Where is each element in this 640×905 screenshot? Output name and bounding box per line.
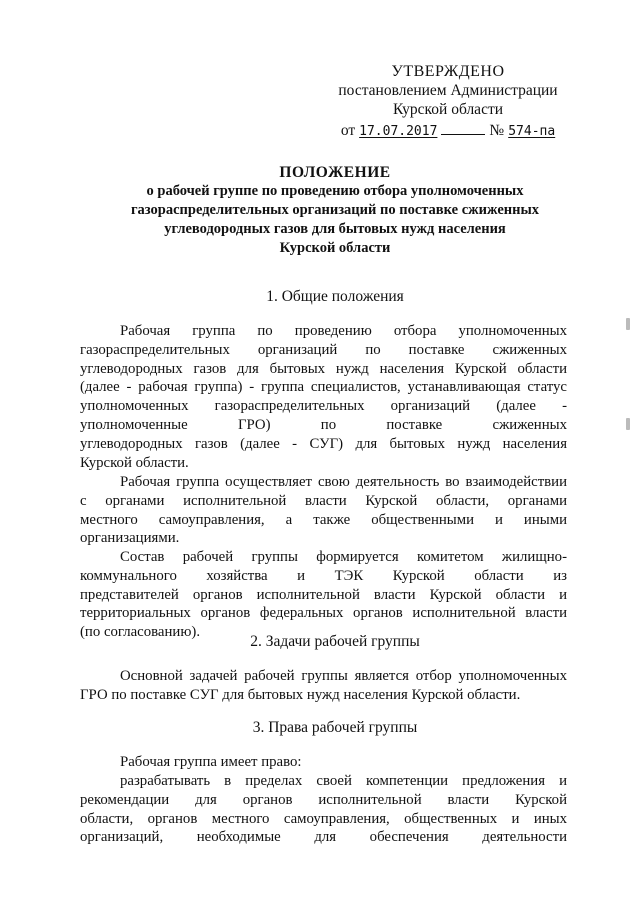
text-line: Рабочая группа осуществляет свою деятельность во взаимодействии	[120, 474, 567, 490]
paragraph-3-1	[80, 753, 567, 772]
scan-mark	[626, 418, 630, 430]
text-line: местного самоуправления, а также общественными и иными	[80, 511, 567, 528]
text-line: рекомендации для органов исполнительной власти Курской	[80, 791, 567, 808]
text-line: (по согласованию).	[80, 624, 201, 641]
scan-mark	[626, 318, 630, 330]
approval-date: 17.07.2017	[359, 124, 438, 139]
text-line: (далее - рабочая группа) - группа специалистов, устанавливающая статус	[80, 379, 567, 396]
paragraph-1-3	[80, 548, 567, 642]
title-line-3: углеводородных газов для бытовых нужд населения	[164, 221, 506, 237]
approval-line-2: Курской области	[392, 101, 504, 118]
paragraph-1-1	[80, 322, 567, 472]
approval-stamp	[318, 62, 578, 141]
text-line: Курской области.	[80, 454, 189, 471]
text-line: уполномоченные ГРО) по поставке сжиженных	[80, 416, 567, 433]
text-line: Основной задачей рабочей группы является отбор уполномоченных	[120, 668, 567, 684]
paragraph-1-2	[80, 473, 567, 548]
section-heading-1: 1. Общие положения	[266, 288, 404, 305]
text-line: углеводородных газов (далее - СУГ) для бытовых нужд населения	[80, 435, 567, 452]
text-line: организациями.	[80, 530, 180, 547]
paragraph-3-2	[80, 772, 567, 847]
approval-number: 574-па	[508, 124, 556, 139]
text-line: углеводородных газов для бытовых нужд населения Курской области	[80, 360, 567, 377]
text-line: с органами исполнительной власти Курской области, органами	[80, 492, 567, 509]
section-heading-2: 2. Задачи рабочей группы	[250, 633, 420, 650]
paragraph-2-1	[80, 667, 567, 705]
title-line-1: о рабочей группе по проведению отбора уполномоченных	[146, 183, 524, 199]
text-line: газораспределительных организаций по поставке сжиженных	[80, 341, 567, 358]
text-line: территориальных органов федеральных органов исполнительной власти	[80, 605, 567, 622]
section-heading-3: 3. Права рабочей группы	[252, 719, 418, 736]
title-line-2: газораспределительных организаций по поставке сжиженных	[130, 202, 540, 218]
text-line: коммунального хозяйства и ТЭК Курской области из	[80, 567, 567, 584]
text-line: уполномоченных газораспределительных организаций (далее -	[80, 398, 567, 415]
date-prefix: от	[340, 122, 356, 139]
approval-date-line	[318, 120, 578, 141]
text-line: организаций, необходимые для обеспечения деятельности	[80, 829, 567, 846]
title-main: ПОЛОЖЕНИЕ	[279, 164, 391, 181]
text-line: области, органов местного самоуправления, общественных и иных	[80, 810, 567, 827]
text-line: представителей органов исполнительной власти Курской области и	[80, 586, 567, 603]
text-line: ГРО по поставке СУГ для бытовых нужд населения Курской области.	[80, 686, 521, 703]
text-line: Рабочая группа имеет право:	[120, 754, 302, 770]
text-line: разрабатывать в пределах своей компетенции предложения и	[120, 773, 567, 789]
document-title	[80, 163, 590, 258]
date-underline	[441, 120, 485, 135]
number-prefix: №	[489, 122, 505, 139]
text-line: Состав рабочей группы формируется комитетом жилищно-	[120, 549, 567, 565]
text-line: Рабочая группа по проведению отбора уполномоченных	[120, 323, 567, 339]
approval-line-1: постановлением Администрации	[338, 82, 558, 99]
title-line-4: Курской области	[279, 240, 391, 256]
approval-heading: УТВЕРЖДЕНО	[391, 63, 505, 80]
